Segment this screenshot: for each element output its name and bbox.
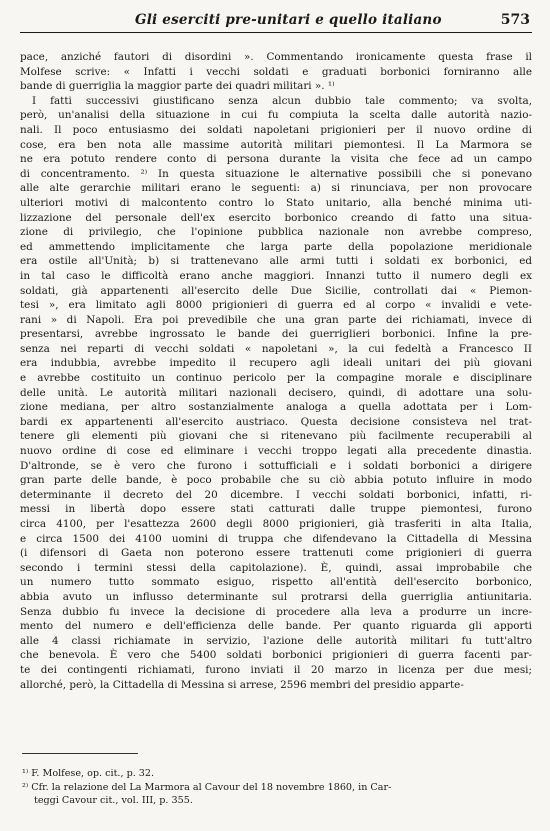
text-line: abbia avuto un influsso determinante sul protrarsi della guerriglia antiunitaria. <box>20 590 532 603</box>
text-line: messi in libertà dopo essere stati catturati dalle truppe piemontesi, furono <box>20 503 532 516</box>
text-line: che benevola. È vero che 5400 soldati borbonici prigionieri di guerra facenti par- <box>20 649 532 662</box>
text-line: Senza dubbio fu invece la decisione di procedere alla leva a produrre un incre- <box>20 605 532 618</box>
text-line: era ostile all'Unità; b) si trattenevano alle armi tutti i soldati ex borbonici, ed <box>20 255 532 268</box>
text-line: nali. Il poco entusiasmo dei soldati napoletani prigionieri per il nuovo ordine di <box>20 123 532 136</box>
text-line: delle unità. Le autorità militari nazionali decisero, quindi, di adottare una solu- <box>20 386 532 399</box>
text-line: senza nei reparti di vecchi soldati « napoletani », la cui fedeltà a Francesco II <box>20 342 532 355</box>
text-line: era indubbia, avrebbe impedito il recupero agli ideali unitari dei più giovani <box>20 357 532 370</box>
text-line: tesi », era limitato agli 8000 prigionieri di guerra ed al corpo « invalidi e vete- <box>20 299 532 312</box>
text-line: ne era potuto rendere conto di persona durante la visita che fece ad un campo <box>20 153 532 166</box>
page-number: 573 <box>500 12 530 28</box>
text-line: D'altronde, se è vero che furono i sottufficiali e i soldati borbonici a dirigere <box>20 459 532 472</box>
text-line: però, un'analisi della situazione in cui fu compiuta la scelta dalle autorità nazio- <box>20 109 532 122</box>
text-line: alle alte gerarchie militari erano le seguenti: a) si rinunciava, per non provocare <box>20 182 532 195</box>
text-line: ulteriori motivi di malcontento contro lo Stato unitario, alla benché minima uti- <box>20 196 532 209</box>
body-text <box>20 50 532 692</box>
text-line: determinante il decreto del 20 dicembre. I vecchi soldati borbonici, infatti, ri- <box>20 488 532 501</box>
text-line: ed ammettendo implicitamente che larga parte della popolazione meridionale <box>20 240 532 253</box>
text-line: bande di guerriglia la maggior parte dei quadri militari ». ¹⁾ <box>20 80 335 93</box>
text-line: nuovo ordine di cose ed eliminare i vecchi troppo legati alla precedente dinastia. <box>20 445 532 458</box>
text-line: Molfese scrive: « Infatti i vecchi soldati e graduati borbonici forniranno alle <box>20 65 532 78</box>
text-line: e circa 1500 dei 4100 uomini di truppa che difendevano la Cittadella di Messina <box>20 532 532 545</box>
footnote-divider <box>22 753 138 754</box>
text-line: bardi ex appartenenti all'esercito austriaco. Questa decisione consisteva nel trat- <box>20 415 532 428</box>
text-line: circa 4100, per l'esattezza 2600 degli 8000 prigionieri, già trasferiti in alta Italia, <box>20 518 532 530</box>
running-title: Gli eserciti pre-unitari e quello italiano <box>135 12 442 28</box>
text-line: e avrebbe costituito un continuo pericolo per la compagine morale e disciplinare <box>20 372 532 385</box>
footnote-line: ¹⁾ F. Molfese, op. cit., p. 32. <box>22 768 155 779</box>
text-line: tenere gli elementi più giovani che si ritenevano più facilmente recuperabili al <box>20 430 532 443</box>
text-line: (i difensori di Gaeta non poterono essere trattenuti come prigionieri di guerra <box>20 547 532 560</box>
text-line: rani » di Napoli. Era poi prevedibile che una gran parte dei richiamati, invece di <box>20 313 532 326</box>
footnote-line: ²⁾ Cfr. la relazione del La Marmora al Cavour del 18 novembre 1860, in Car- <box>22 781 392 793</box>
text-line: in tal caso le difficoltà erano anche maggiori. Innanzi tutto il numero degli ex <box>20 269 532 282</box>
text-line: zione di privilegio, che l'opinione pubblica nazionale non avrebbe compreso, <box>20 226 532 239</box>
text-line: gran parte delle bande, è poco probabile che su ciò abbia potuto influire in modo <box>20 474 532 487</box>
text-line: cose, era ben nota alle massime autorità militari piemontesi. Il La Marmora se <box>20 138 532 151</box>
footnotes <box>22 767 532 808</box>
footnote-line: teggi Cavour cit., vol. III, p. 355. <box>34 795 193 806</box>
text-line: di concentramento. ²⁾ In questa situazione le alternative possibili che si ponevano <box>20 167 532 180</box>
text-line: mento del numero e dell'efficienza delle bande. Per quanto riguarda gli apporti <box>20 620 532 633</box>
text-line: I fatti successivi giustificano senza alcun dubbio tale commento; va svolta, <box>32 94 532 107</box>
text-line: un numero tutto sommato esiguo, rispetto all'entità dell'esercito borbonico, <box>20 576 532 589</box>
text-line: lizzazione del personale dell'ex esercito borbonico creando di fatto una situa- <box>20 211 532 224</box>
running-head <box>20 10 532 33</box>
text-line: soldati, già appartenenti all'esercito delle Due Sicilie, controllati dai « Piemon- <box>20 284 532 297</box>
text-line: alle 4 classi richiamate in servizio, l'azione delle autorità militari fu tutt'altro <box>20 634 532 647</box>
text-line: pace, anziché fautori di disordini ». Commentando ironicamente questa frase il <box>20 51 532 63</box>
text-line: zione mediana, per altro sostanzialmente analoga a quella adottata per i Lom- <box>20 401 532 414</box>
text-line: secondo i termini stessi della capitolazione). È, quindi, assai improbabile che <box>20 561 532 574</box>
text-line: allorché, però, la Cittadella di Messina si arrese, 2596 membri del presidio apparte- <box>20 678 464 691</box>
text-line: presentarsi, avrebbe ingrossato le bande dei guerriglieri borbonici. Infine la pre- <box>20 328 532 341</box>
text-line: te dei contingenti richiamati, furono inviati il 20 marzo in licenza per due mesi; <box>20 663 532 676</box>
